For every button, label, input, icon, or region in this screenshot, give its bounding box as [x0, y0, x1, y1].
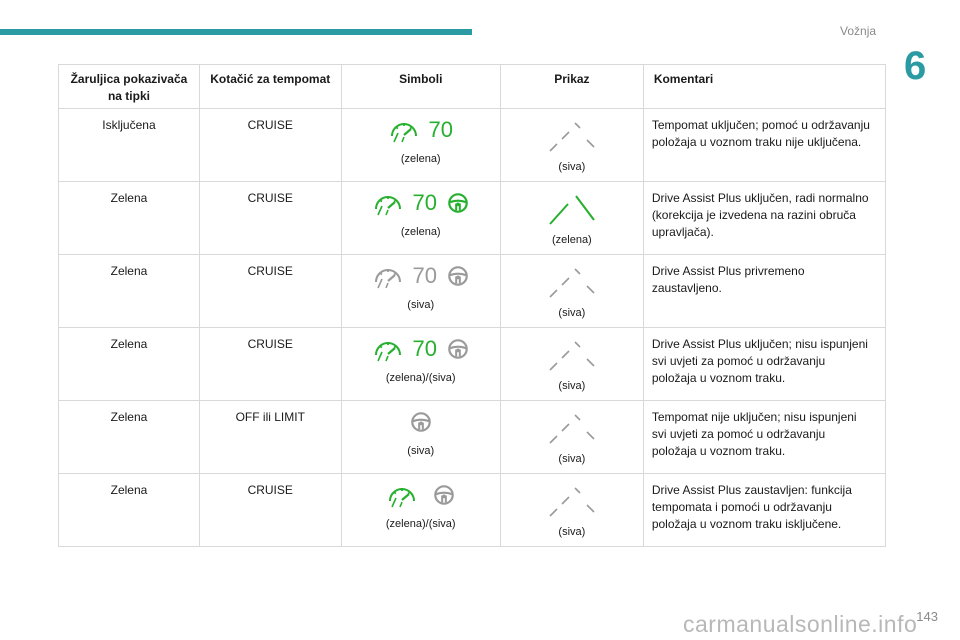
display-caption: (siva): [558, 380, 586, 392]
table-row: [59, 255, 886, 328]
comment-cell: Drive Assist Plus zaustavljen: funkcija tempomata i pomoći u održavanju položaja u voznom traku isključene.: [643, 474, 885, 547]
symbol-caption: (zelena): [400, 153, 441, 165]
symbol-caption: (zelena)/(siva): [385, 372, 456, 384]
cruise-speedometer-icon: [373, 263, 403, 289]
speed-value: 70: [428, 117, 453, 142]
display-cell: [500, 401, 643, 474]
cruise-speedometer-icon: [387, 482, 417, 508]
display-caption: (siva): [558, 307, 586, 319]
top-accent-bar: [0, 29, 472, 35]
indicator-cell: Isključena: [59, 109, 200, 182]
speed-value: 70: [412, 263, 437, 288]
table-row: [59, 109, 886, 182]
table-row: [59, 328, 886, 401]
speed-value: 70: [412, 336, 437, 361]
page-number: 143: [916, 609, 938, 624]
cruise-speedometer-icon: [373, 336, 403, 362]
symbol-caption: (zelena)/(siva): [385, 518, 456, 530]
column-header: Komentari: [643, 65, 885, 109]
symbol-caption: (siva): [407, 299, 435, 311]
chapter-number: 6: [904, 44, 927, 88]
comment-cell: Drive Assist Plus uključen, radi normalno (korekcija je izvedena na razini obruča upravljača).: [643, 182, 885, 255]
column-header: Kotačić za tempomat: [199, 65, 341, 109]
speed-value: 70: [412, 190, 437, 215]
lane-markings-icon: [542, 192, 602, 228]
display-cell: [500, 328, 643, 401]
column-header: Prikaz: [500, 65, 643, 109]
cruise-status-table: [58, 64, 886, 547]
lane-markings-icon: [542, 484, 602, 520]
lane-markings-icon: [542, 338, 602, 374]
table-row: [59, 474, 886, 547]
comment-cell: Drive Assist Plus privremeno zaustavljeno.: [643, 255, 885, 328]
indicator-cell: Zelena: [59, 182, 200, 255]
wheel-cell: CRUISE: [199, 109, 341, 182]
display-cell: [500, 109, 643, 182]
column-header: Simboli: [341, 65, 500, 109]
symbol-caption: (zelena): [400, 226, 441, 238]
table-header-row: [59, 65, 886, 109]
steering-wheel-icon: [447, 338, 469, 360]
symbol-caption: (siva): [407, 445, 435, 457]
steering-wheel-icon: [447, 265, 469, 287]
symbol-cell: [341, 328, 500, 401]
cruise-speedometer-icon: [373, 190, 403, 216]
symbol-cell: [341, 255, 500, 328]
steering-wheel-icon: [433, 484, 455, 506]
steering-wheel-icon: [410, 411, 432, 433]
symbol-cell: [341, 109, 500, 182]
wheel-cell: OFF ili LIMIT: [199, 401, 341, 474]
table-row: [59, 401, 886, 474]
wheel-cell: CRUISE: [199, 255, 341, 328]
indicator-cell: Zelena: [59, 328, 200, 401]
display-cell: [500, 182, 643, 255]
column-header: Žaruljica pokazivača na tipki: [59, 65, 200, 109]
indicator-cell: Zelena: [59, 255, 200, 328]
lane-markings-icon: [542, 119, 602, 155]
lane-markings-icon: [542, 265, 602, 301]
table-row: [59, 182, 886, 255]
comment-cell: Tempomat nije uključen; nisu ispunjeni svi uvjeti za pomoć u održavanju položaja u voznom traku.: [643, 401, 885, 474]
watermark: carmanualsonline.info: [683, 611, 918, 637]
cruise-speedometer-icon: [389, 117, 419, 143]
display-caption: (zelena): [551, 234, 592, 246]
lane-markings-icon: [542, 411, 602, 447]
wheel-cell: CRUISE: [199, 328, 341, 401]
symbol-cell: [341, 401, 500, 474]
display-cell: [500, 255, 643, 328]
display-caption: (siva): [558, 453, 586, 465]
comment-cell: Drive Assist Plus uključen; nisu ispunjeni svi uvjeti za pomoć u održavanju položaja u voznom traku.: [643, 328, 885, 401]
steering-wheel-icon: [447, 192, 469, 214]
indicator-cell: Zelena: [59, 474, 200, 547]
section-title: Vožnja: [840, 24, 877, 38]
indicator-cell: Zelena: [59, 401, 200, 474]
display-cell: [500, 474, 643, 547]
symbol-cell: [341, 474, 500, 547]
wheel-cell: CRUISE: [199, 182, 341, 255]
comment-cell: Tempomat uključen; pomoć u održavanju položaja u voznom traku nije uključena.: [643, 109, 885, 182]
display-caption: (siva): [558, 526, 586, 538]
symbol-cell: [341, 182, 500, 255]
display-caption: (siva): [558, 161, 586, 173]
wheel-cell: CRUISE: [199, 474, 341, 547]
